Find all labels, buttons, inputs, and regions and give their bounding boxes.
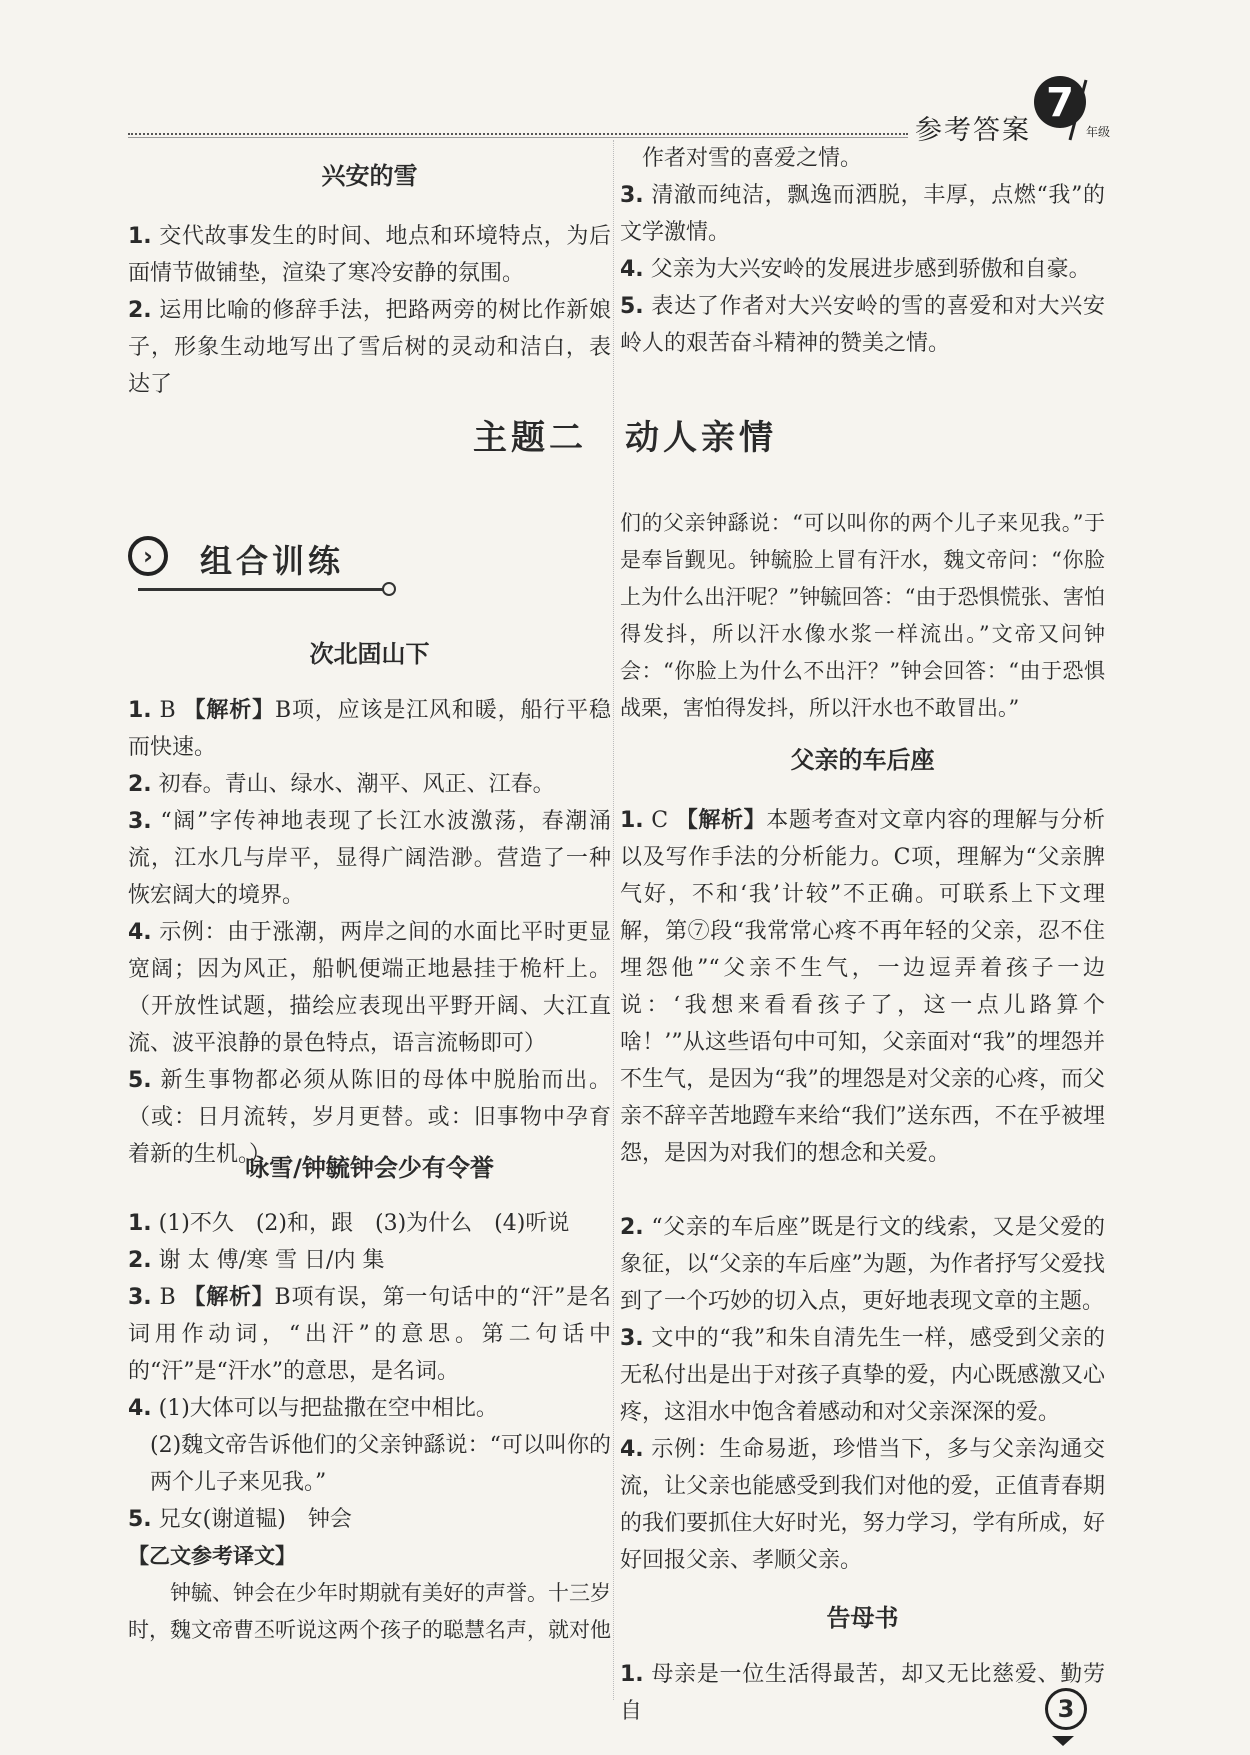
list-item: 1. 交代故事发生的时间、地点和环境特点，为后面情节做铺垫，渲染了寒冷安静的氛围。: [128, 224, 611, 286]
continued-text: 作者对雪的喜爱之情。: [642, 146, 863, 171]
list-item: 3. B 【解析】B项有误，第一句话中的“汗”是名词用作动词，“出汗”的意思。第二句话中的“汗”是“汗水”的意思，是名词。: [128, 1285, 611, 1384]
list-item: 1. (1)不久 (2)和，跟 (3)为什么 (4)听说: [128, 1211, 570, 1236]
section-title-chehouzuo: 父亲的车后座: [790, 746, 935, 774]
list-item: 1. B 【解析】B项，应该是江风和暖，船行平稳而快速。: [128, 698, 611, 760]
translation-continued: 们的父亲钟繇说：“可以叫你的两个儿子来见我。”于是奉旨觐见。钟毓脸上冒有汗水，魏文帝问：“你脸上为什么出汗呢？”钟毓回答：“由于恐惧慌张、害怕得发抖，所以汗水像水浆一样流出。”文帝又问钟会：“你脸上为什么不出汗？”钟会回答：“由于恐惧战栗，害怕得发抖，所以汗水也不敢冒出。”: [620, 511, 1105, 720]
training-dot: [382, 582, 396, 596]
list-item: 2. “父亲的车后座”既是行文的线索，又是父爱的象征，以“父亲的车后座”为题，为作者抒写父爱找到了一个巧妙的切入点，更好地表现文章的主题。: [620, 1215, 1105, 1314]
header-label: 参考答案: [915, 115, 1031, 146]
list-item: 4. 示例：生命易逝，珍惜当下，多与父亲沟通交流，让父亲也能感受到我们对他的爱，正值青春期的我们要抓住大好时光，努力学习，学有所成，好好回报父亲、孝顺父亲。: [620, 1437, 1105, 1573]
training-label: 组合训练: [200, 542, 345, 580]
grade-suffix: 年级: [1086, 125, 1111, 139]
section-title-yongxue: 咏雪/钟毓钟会少有令誉: [245, 1154, 494, 1182]
section-title-gaomushu: 告母书: [826, 1604, 899, 1632]
training-banner: [128, 536, 398, 586]
triangle-down-icon: [1052, 1736, 1074, 1746]
grade-mark: 7: [1046, 80, 1074, 126]
list-item: 2. 运用比喻的修辞手法，把路两旁的树比作新娘子，形象生动地写出了雪后树的灵动和洁白，表达了: [128, 298, 611, 397]
list-item: (2)魏文帝告诉他们的父亲钟繇说：“可以叫你的两个儿子来见我。”: [150, 1433, 611, 1495]
column-divider: [613, 140, 614, 1700]
list-item: 3. “阔”字传神地表现了长江水波激荡，春潮涌流，江水几与岸平，显得广阔浩渺。营造了一种恢宏阔大的境界。: [128, 809, 611, 908]
list-item: 4. 父亲为大兴安岭的发展进步感到骄傲和自豪。: [620, 257, 1091, 282]
list-item: 3. 文中的“我”和朱自清先生一样，感受到父亲的无私付出是出于对孩子真挚的爱，内心既感激又心疼，这泪水中饱含着感动和对父亲深深的爱。: [620, 1326, 1105, 1425]
translation-tag: 【乙文参考译文】: [128, 1544, 296, 1568]
list-item: 5. 新生事物都必须从陈旧的母体中脱胎而出。（或：日月流转，岁月更替。或：旧事物中孕育着新的生机。）: [128, 1068, 611, 1167]
list-item: 2. 谢 太 傅/寒 雪 日/内 集: [128, 1248, 385, 1273]
list-item: 1. C 【解析】本题考查对文章内容的理解与分析以及写作手法的分析能力。C项，理解为“父亲脾气好，不和‘我’计较”不正确。可联系上下文理解，第⑦段“我常常心疼不再年轻的父亲，忍不住埋怨他”“父亲不生气，一边逗弄着孩子一边说：‘我想来看看孩子了，这一点儿路算个啥！’”从这些语句中可知，父亲面对“我”的埋怨并不生气，是因为“我”的埋怨是对父亲的心疼，而父亲不辞辛苦地蹬车来给“我们”送东西，不在乎被埋怨，是因为对我们的想念和关爱。: [620, 808, 1105, 1166]
training-underline: [138, 588, 383, 591]
header-rule: [128, 133, 908, 135]
list-item: 5. 表达了作者对大兴安岭的雪的喜爱和对大兴安岭人的艰苦奋斗精神的赞美之情。: [620, 294, 1105, 356]
section-title-cibei: 次北固山下: [309, 640, 430, 668]
translation-text: 钟毓、钟会在少年时期就有美好的声誉。十三岁时，魏文帝曹丕听说这两个孩子的聪慧名声，就对他: [128, 1581, 611, 1642]
section-title-xingan: 兴安的雪: [321, 162, 418, 190]
grade-logo-icon: [1028, 70, 1111, 150]
header-rule-solid: [128, 137, 908, 138]
list-item: 4. 示例：由于涨潮，两岸之间的水面比平时更显宽阔；因为风正，船帆便端正地悬挂于桅杆上。（开放性试题，描绘应表现出平野开阔、大江直流、波平浪静的景色特点，语言流畅即可）: [128, 920, 611, 1056]
list-item: 3. 清澈而纯洁，飘逸而洒脱，丰厚，点燃“我”的文学激情。: [620, 183, 1105, 245]
list-item: 4. (1)大体可以与把盐撒在空中相比。: [128, 1396, 498, 1421]
page-number: 3: [1045, 1688, 1087, 1730]
list-item: 1. 母亲是一位生活得最苦，却又无比慈爱、勤劳自: [620, 1662, 1105, 1724]
theme-title: 主题二 动人亲情: [473, 418, 777, 458]
list-item: 2. 初春。青山、绿水、潮平、风正、江春。: [128, 772, 555, 797]
list-item: 5. 兄女(谢道韫) 钟会: [128, 1507, 352, 1532]
chevron-right-icon: ›: [128, 536, 168, 576]
